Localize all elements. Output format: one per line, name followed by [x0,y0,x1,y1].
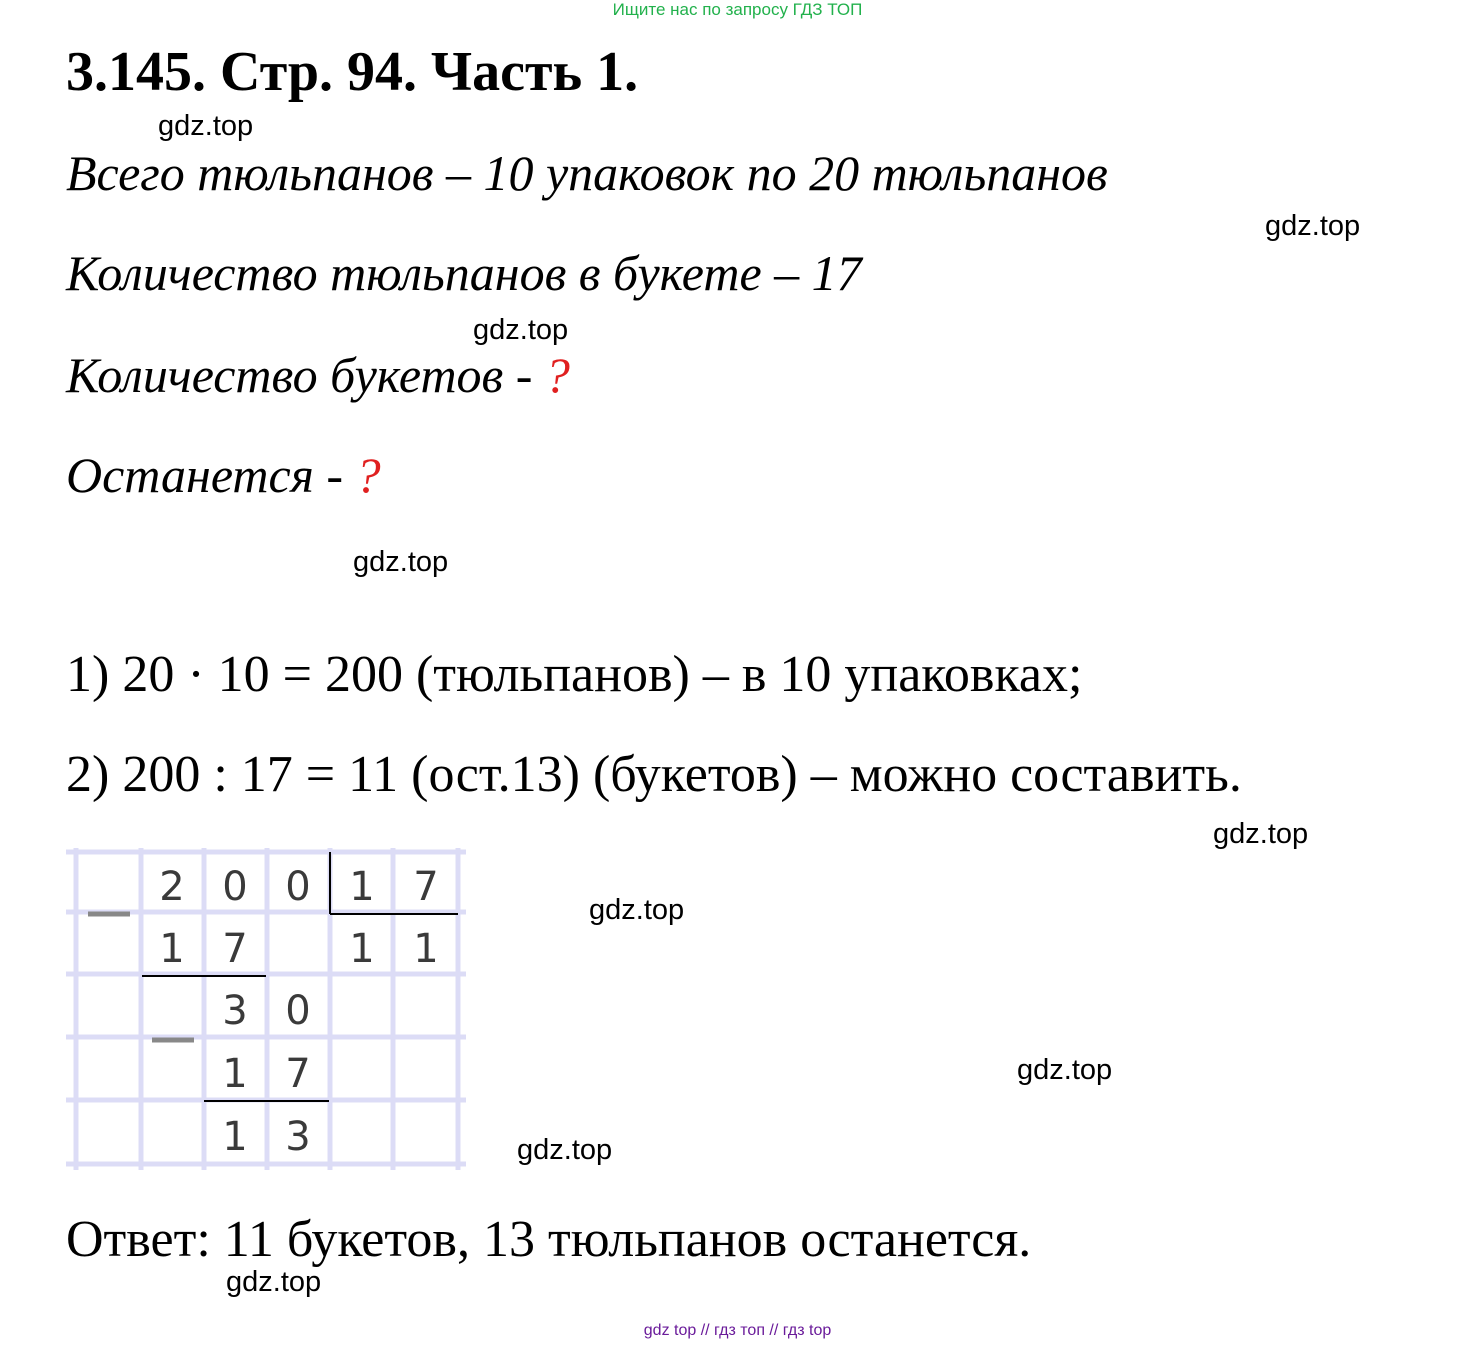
remainder-digit: 3 [222,988,248,1034]
condition-remainder-label: Останется - [66,447,356,503]
watermark: gdz.top [1265,210,1361,242]
footer-links[interactable]: gdz top // гдз топ // гдз top [643,1322,832,1339]
watermark: gdz.top [226,1266,322,1298]
condition-bouquets [66,346,570,404]
subtrahend-digit: 7 [285,1051,311,1097]
subtrahend-digit: 7 [222,926,248,972]
watermark: gdz.top [1017,1054,1113,1086]
watermark: gdz.top [473,314,569,346]
quotient-digit: 1 [413,926,439,972]
final-remainder-digit: 1 [222,1114,248,1160]
watermark: gdz.top [158,110,254,142]
dividend-digit: 2 [159,864,185,910]
remainder-digit: 0 [285,988,311,1034]
question-mark: ? [544,347,570,403]
divisor-digit: 7 [413,864,439,910]
solution-step-2: 2) 200 : 17 = 11 (ост.13) (букетов) – можно составить. [66,746,1242,803]
dividend-digit: 0 [285,864,311,910]
subtrahend-digit: 1 [159,926,185,972]
page-title: 3.145. Стр. 94. Часть 1. [66,41,639,103]
watermark: gdz.top [589,894,685,926]
grid-lines [66,848,466,1170]
final-remainder-digit: 3 [285,1114,311,1160]
divisor-digit: 1 [349,864,375,910]
question-mark: ? [355,447,381,503]
long-division-grid [66,848,466,1170]
subtrahend-digit: 1 [222,1051,248,1097]
quotient-digit: 1 [349,926,375,972]
condition-remainder [66,446,381,504]
watermark: gdz.top [517,1134,613,1166]
condition-bouquets-label: Количество букетов - [66,347,545,403]
watermark: gdz.top [353,546,449,578]
watermark: gdz.top [1213,818,1309,850]
dividend-digit: 0 [222,864,248,910]
condition-per-bouquet: Количество тюльпанов в букете – 17 [66,245,862,301]
top-banner[interactable]: Ищите нас по запросу ГДЗ ТОП [612,0,863,19]
condition-total: Всего тюльпанов – 10 упаковок по 20 тюльпанов [66,145,1108,201]
answer: Ответ: 11 букетов, 13 тюльпанов останется. [66,1211,1032,1268]
solution-step-1: 1) 20 · 10 = 200 (тюльпанов) – в 10 упаковках; [66,646,1083,703]
